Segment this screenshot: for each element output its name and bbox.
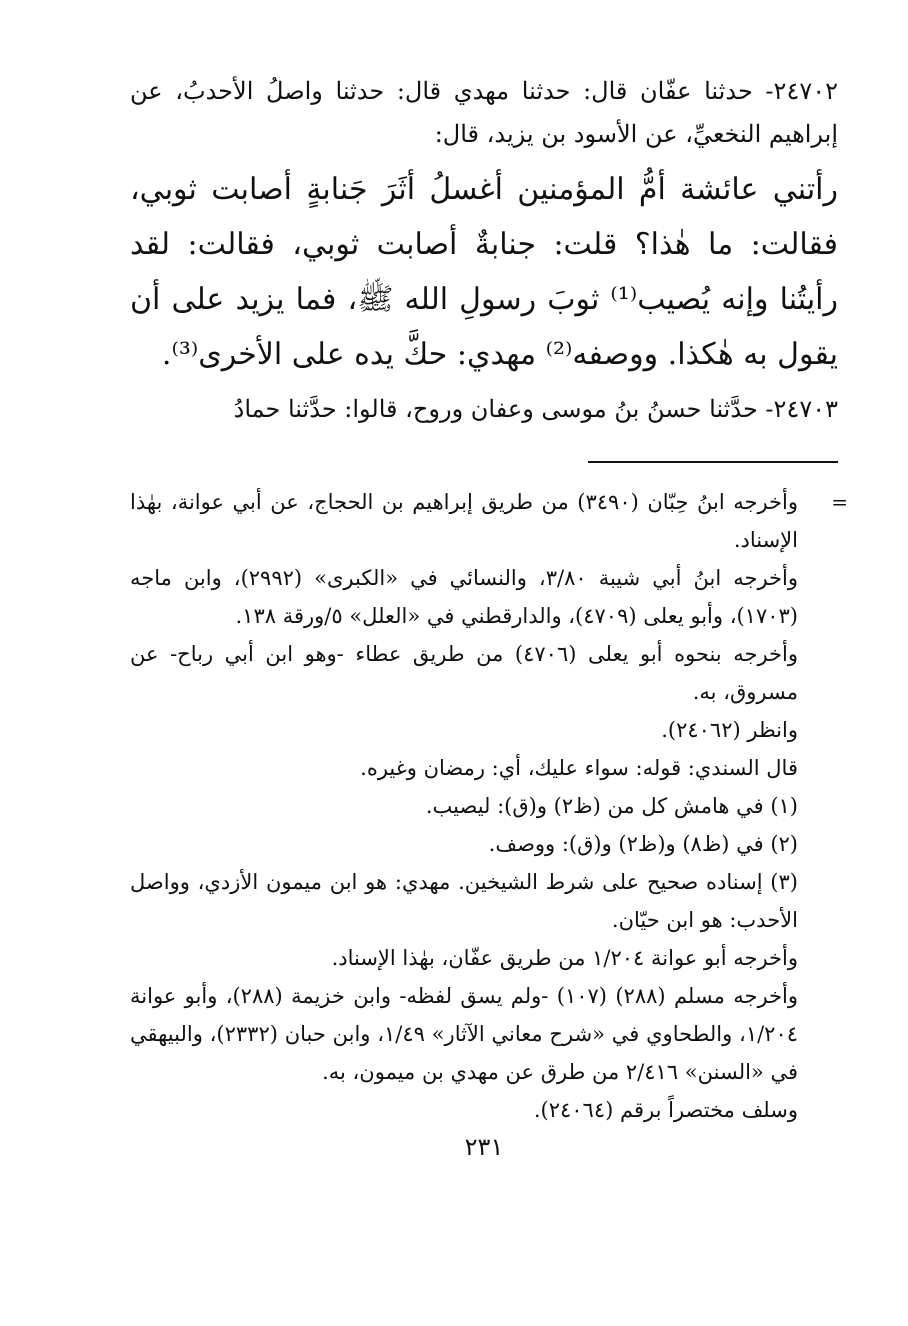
footnote-line: وأخرجه أبو عوانة ١/٢٠٤ من طريق عفّان، بهٰذا الإسناد. (331, 946, 798, 970)
hadith-24702-text: رأتني عائشة أمُّ المؤمنين أغسلُ أثَرَ جَنابةٍ أصابت ثوبي، فقالت: ما هٰذا؟ قلت: جنابةٌ أصابت ثوبي، فقالت: لقد رأيتُنا وإنه يُصيب⁽¹⁾ ثوبَ رسولِ الله ﷺ، فما يزيد على أن يقول به هٰكذا. ووصفه⁽²⁾ مهدي: حكَّ يده على الأخرى⁽³⁾. (130, 172, 838, 372)
footnote-line: وأخرجه ابنُ أبي شيبة ٣/٨٠، والنسائي في «الكبرى» (٢٩٩٢)، وابن ماجه (١٧٠٣)، وأبو يعلى (٤٧٠٩)، والدارقطني في «العلل» ٥/ورقة ١٣٨. (130, 566, 799, 628)
page-number: ٢٣١ (464, 1133, 504, 1161)
footnote-1: (١) في هامش كل من (ظ٢) و(ق): ليصيب. (425, 794, 798, 818)
footnote-3: (٣) إسناده صحيح على شرط الشيخين. مهدي: هو ابن ميمون الأزدي، وواصل الأحدب: هو ابن حيّان. (130, 870, 798, 932)
footnote-line: وانظر (٢٤٠٦٢). (661, 718, 798, 742)
footnote-separator (588, 461, 838, 463)
continuation-mark: = (831, 490, 848, 514)
footnotes (130, 483, 848, 1129)
footnote-line: وأخرجه ابنُ حِبّان (٣٤٩٠) من طريق إبراهيم بن الحجاج، عن أبي عوانة، بهٰذا الإسناد. (130, 490, 798, 552)
footnote-line: وأخرجه مسلم (٢٨٨) (١٠٧) -ولم يسق لفظه- وابن خزيمة (٢٨٨)، وأبو عوانة ١/٢٠٤، والطحاوي في «شرح معاني الآثار» ١/٤٩، وابن حبان (٢٣٣٢)، والبيهقي في «السنن» ٢/٤١٦ من طرق عن مهدي بن ميمون، به. (130, 984, 799, 1084)
hadith-24702-intro: ٢٤٧٠٢- حدثنا عفّان قال: حدثنا مهدي قال: حدثنا واصلُ الأحدبُ، عن إبراهيم النخعيِّ، عن الأسود بن يزيد، قال: (130, 77, 838, 148)
footnote-line: قال السندي: قوله: سواء عليك، أي: رمضان وغيره. (360, 756, 798, 780)
book-page (130, 70, 848, 1161)
footnote-2: (٢) في (ظ٨) و(ظ٢) و(ق): ووصف. (488, 832, 798, 856)
footnote-first-wrap (130, 483, 848, 559)
footnote-line: وسلف مختصراً برقم (٢٤٠٦٤). (533, 1098, 798, 1122)
hadith-24703-intro: ٢٤٧٠٣- حدَّثنا حسنُ بنُ موسى وعفان وروح، قالوا: حدَّثنا حمادُ (233, 395, 838, 423)
footnote-line: وأخرجه بنحوه أبو يعلى (٤٧٠٦) من طريق عطاء -وهو ابن أبي رباح- عن مسروق، به. (130, 642, 798, 704)
